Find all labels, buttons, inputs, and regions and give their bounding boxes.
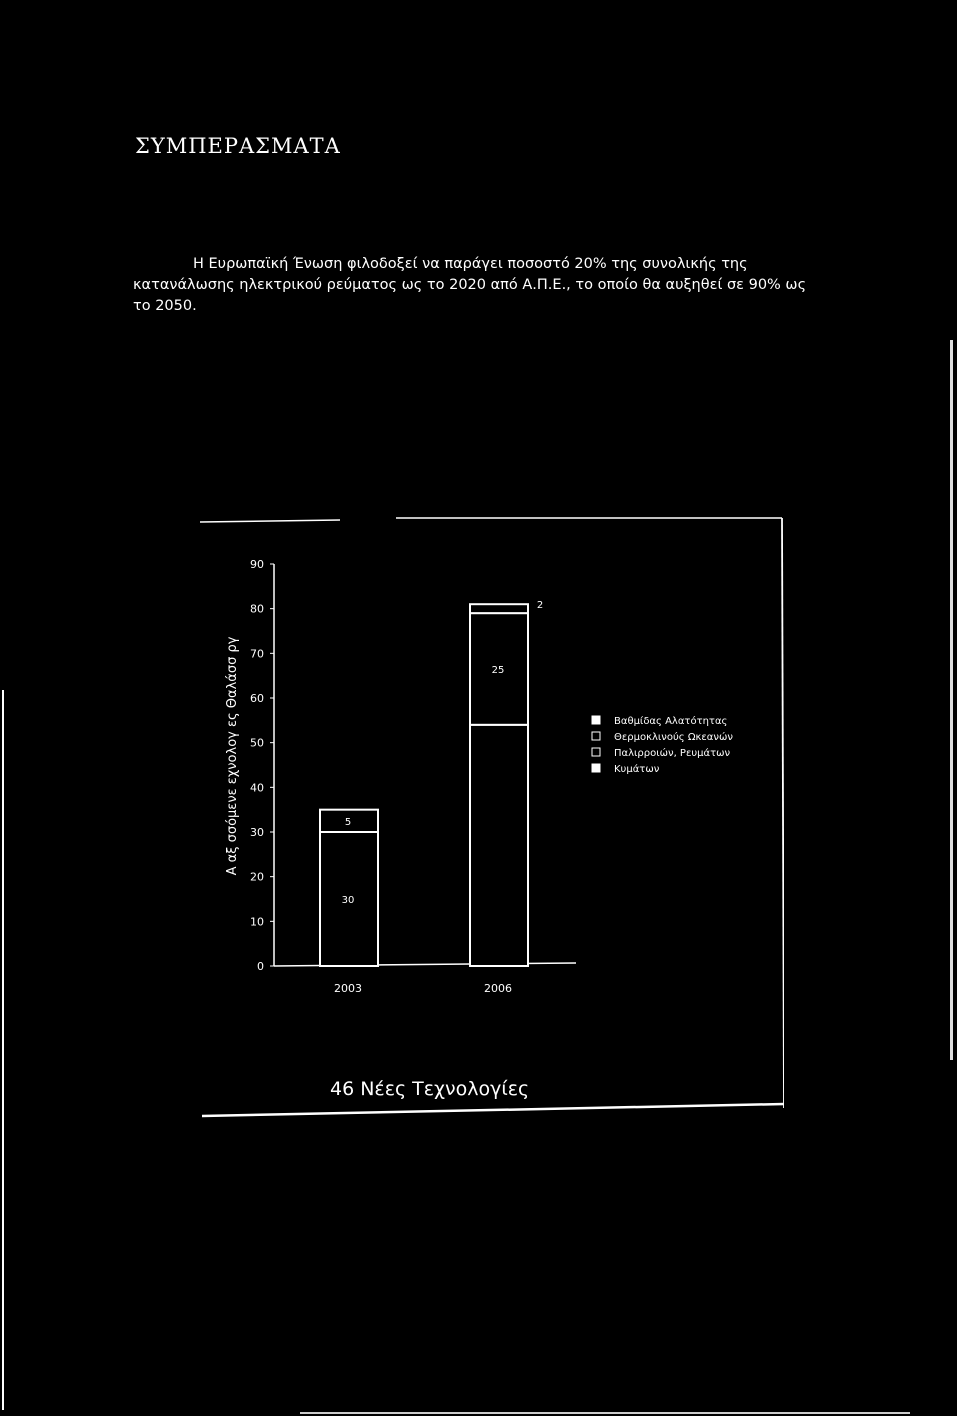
y-tick-label: 50 [250, 736, 264, 750]
chart-bars [320, 604, 528, 966]
y-axis-label: Α αξ σσόμενε εχνολογ ες Θαλάσσ ργ [225, 636, 240, 876]
y-tick-label: 80 [250, 602, 264, 616]
legend-swatch [592, 764, 600, 772]
data-label: 5 [344, 816, 352, 828]
legend-swatch [592, 748, 600, 756]
data-label: 25 [491, 664, 505, 676]
y-tick-label: 20 [250, 870, 264, 884]
page-title: ΣΥΜΠΕΡΑΣΜΑΤΑ [135, 134, 341, 158]
y-tick-label: 10 [250, 915, 264, 929]
data-label: 2 [536, 600, 544, 612]
bar-segment [470, 725, 528, 966]
legend-label: Κυμάτων [614, 764, 660, 775]
data-label: 30 [341, 895, 355, 906]
bar-segment [470, 604, 528, 613]
chart-frame [200, 516, 784, 1120]
paragraph-line: κατανάλωσης ηλεκτρικού ρεύματος ως το 2020 από Α.Π.Ε., το οποίο θα αυξηθεί σε 90% ως [133, 277, 807, 293]
y-tick-label: 60 [250, 692, 264, 705]
y-tick-label: 40 [250, 781, 264, 795]
legend-swatch [592, 716, 600, 724]
legend-label: Θερμοκλινούς Ωκεανών [614, 732, 733, 743]
stacked-bar-chart [200, 516, 784, 1120]
legend-swatch [592, 732, 600, 740]
legend-label: Παλιρροιών, Ρευμάτων [614, 748, 731, 759]
footer-title: 46 Νέες Τεχνολογίες [330, 1078, 530, 1100]
legend-label: Βαθμίδας Αλατότητας [614, 716, 728, 727]
scan-edge-left [2, 690, 4, 1410]
body-paragraph [133, 254, 805, 317]
paragraph-line: το 2050. [133, 298, 197, 314]
y-tick-label: 0 [257, 960, 264, 973]
chart-x-ticks [334, 982, 512, 995]
y-tick-label: 90 [250, 558, 264, 571]
y-tick-label: 30 [250, 826, 264, 839]
y-tick-label: 70 [250, 647, 264, 661]
scan-edge-right [950, 340, 953, 1060]
scan-edge-bottom [300, 1412, 910, 1414]
paragraph-line: Η Ευρωπαϊκή Ένωση φιλοδοξεί να παράγει ποσοστό 20% της συνολικής της [193, 256, 748, 272]
x-tick-label: 2003 [334, 982, 362, 995]
x-tick-label: 2006 [484, 982, 512, 995]
chart-legend [592, 715, 733, 775]
